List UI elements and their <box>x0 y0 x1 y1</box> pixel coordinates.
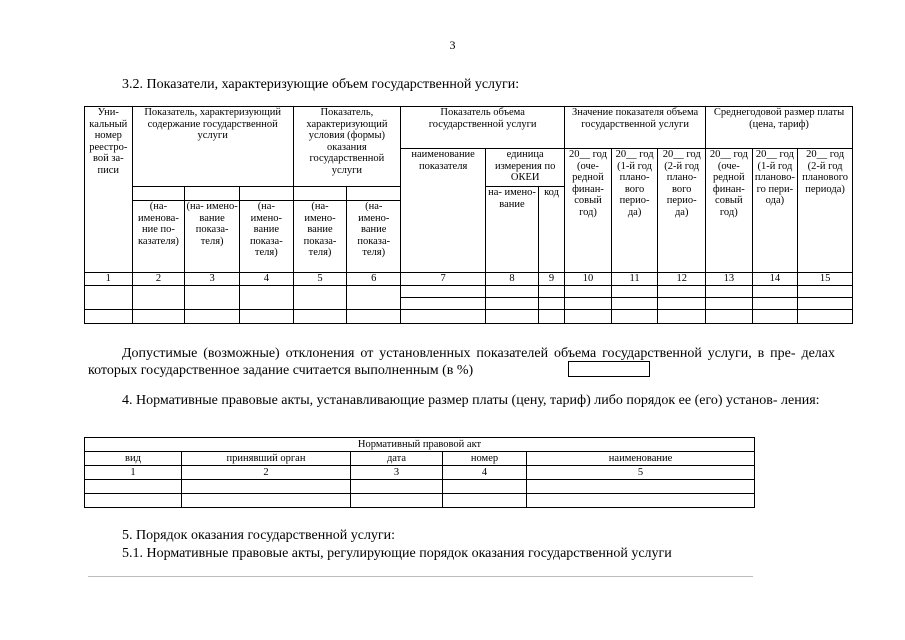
header-number: номер <box>443 452 527 466</box>
header-value-year-current: 20__ год (оче- редной финан- совый год) <box>565 149 612 273</box>
volume-indicators-table <box>84 106 853 324</box>
column-number: 4 <box>443 466 527 480</box>
column-number: 9 <box>538 273 564 286</box>
empty-cell <box>185 187 240 201</box>
column-number: 13 <box>706 273 753 286</box>
header-condition-name-2: (на- имено- вание показа- теля) <box>347 201 401 273</box>
header-content-name-3: (на- имено- вание показа- теля) <box>239 201 293 273</box>
header-conditions-indicator: Показатель, характеризующий условия (формы) оказания государственной услуги <box>293 107 400 187</box>
header-type: вид <box>85 452 182 466</box>
table-row <box>85 480 755 494</box>
header-unit-okei: единица измерения по ОКЕИ <box>486 149 565 187</box>
header-fee-year-plan-2: 20__ год (2-й год планового периода) <box>798 149 853 273</box>
header-average-fee: Среднегодовой размер платы (цена, тариф) <box>706 107 853 149</box>
header-issuing-authority: принявший орган <box>182 452 351 466</box>
header-date: дата <box>351 452 443 466</box>
page-number: 3 <box>449 38 456 52</box>
column-number: 5 <box>527 466 755 480</box>
column-number: 2 <box>182 466 351 480</box>
section-5-1-title: 5.1. Нормативные правовые акты, регулирующие порядок оказания государственной услуги <box>122 546 672 561</box>
table-row <box>85 285 853 297</box>
header-content-name-1: (на- именова- ние по- казателя) <box>132 201 185 273</box>
header-content-name-2: (на- имено- вание показа- теля) <box>185 201 240 273</box>
column-number: 6 <box>347 273 401 286</box>
header-unit-code: код <box>538 187 564 273</box>
empty-cell <box>132 187 185 201</box>
legal-act-title: Нормативный правовой акт <box>85 438 755 452</box>
divider <box>88 576 753 577</box>
column-number: 3 <box>351 466 443 480</box>
legal-acts-table <box>84 437 755 508</box>
column-number: 15 <box>798 273 853 286</box>
deviation-percent-field[interactable] <box>568 361 650 377</box>
header-content-indicator: Показатель, характеризующий содержание государственной услуги <box>132 107 293 187</box>
deviation-paragraph: Допустимые (возможные) отклонения от установленных показателей объема государственной услуги, в пре- делах которых государственное задание считается выполненным (в %) <box>88 346 835 378</box>
header-name: наименование <box>527 452 755 466</box>
table-row <box>85 494 755 508</box>
column-number: 12 <box>658 273 706 286</box>
header-value-year-plan-1: 20__ год (1-й год плано- вого перио- да) <box>611 149 658 273</box>
column-number: 14 <box>752 273 798 286</box>
column-number: 5 <box>293 273 347 286</box>
column-number: 1 <box>85 466 182 480</box>
header-fee-year-current: 20__ год (оче- редной финан- совый год) <box>706 149 753 273</box>
section-3-2-title: 3.2. Показатели, характеризующие объем государственной услуги: <box>122 77 520 92</box>
header-condition-name-1: (на- имено- вание показа- теля) <box>293 201 347 273</box>
header-volume-indicator: Показатель объема государственной услуги <box>401 107 565 149</box>
table-row <box>85 309 853 323</box>
empty-cell <box>239 187 293 201</box>
empty-cell <box>293 187 347 201</box>
header-indicator-name: наименование показателя <box>401 149 486 273</box>
section-5-title: 5. Порядок оказания государственной услуги: <box>122 528 396 543</box>
column-number: 2 <box>132 273 185 286</box>
section-4-paragraph: 4. Нормативные правовые акты, устанавливающие размер платы (цену, тариф) либо порядок ее (его) установ- ления: <box>122 393 820 408</box>
column-number: 10 <box>565 273 612 286</box>
column-number: 3 <box>185 273 240 286</box>
column-number: 7 <box>401 273 486 286</box>
column-number: 1 <box>85 273 133 286</box>
column-number: 8 <box>486 273 539 286</box>
header-value-year-plan-2: 20__ год (2-й год плано- вого перио- да) <box>658 149 706 273</box>
header-unique-number: Уни- кальный номер реестро- вой за- писи <box>85 107 133 273</box>
header-indicator-value: Значение показателя объема государственной услуги <box>565 107 706 149</box>
column-number: 11 <box>611 273 658 286</box>
empty-cell <box>347 187 401 201</box>
header-unit-name: на- имено- вание <box>486 187 539 273</box>
column-number: 4 <box>239 273 293 286</box>
header-fee-year-plan-1: 20__ год (1-й год планово- го пери- ода) <box>752 149 798 273</box>
